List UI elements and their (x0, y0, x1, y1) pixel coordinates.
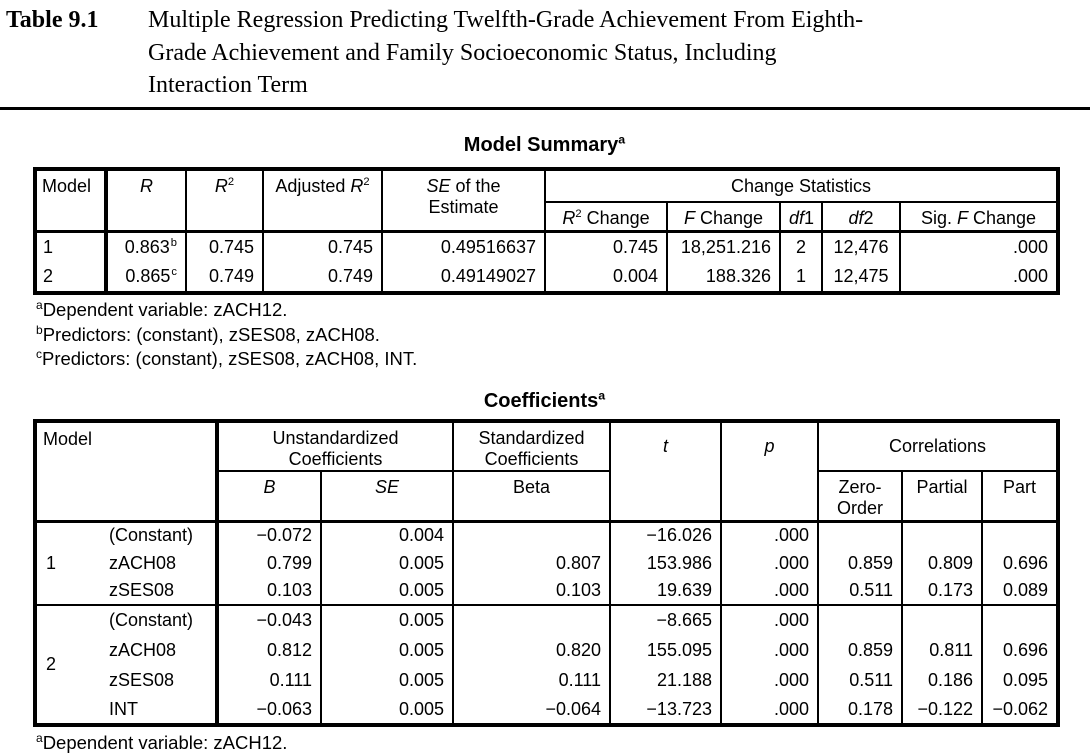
cell-f-change: 18,251.216 (667, 231, 780, 262)
col-part: Part (982, 471, 1058, 521)
cell-zero-order: 0.511 (818, 577, 902, 605)
cell-partial: 0.186 (902, 665, 982, 695)
cell-variable: zSES08 (100, 665, 217, 695)
table-heading (6, 4, 1086, 102)
model-summary-caption-sup: a (618, 132, 626, 147)
table-row (35, 635, 1058, 665)
cell-r-squared: 0.749 (186, 262, 263, 293)
cell-t: −13.723 (610, 695, 721, 725)
col-se-estimate: SE of the Estimate (382, 169, 545, 231)
col-correlations: Correlations (818, 421, 1058, 471)
col-b: B (217, 471, 321, 521)
cell-zero-order: 0.178 (818, 695, 902, 725)
cell-b: 0.111 (217, 665, 321, 695)
table-row (35, 231, 1058, 262)
model-summary-caption (33, 134, 1056, 157)
cell-se-estimate: 0.49149027 (382, 262, 545, 293)
cell-variable: zACH08 (100, 635, 217, 665)
horizontal-rule (0, 107, 1090, 110)
col-r-squared: $R^2$ (186, 169, 263, 231)
cell-se: 0.005 (321, 695, 453, 725)
footnote-b: $^b$Predictors: (constant), zSES08, zACH08. (36, 322, 380, 345)
coefficients-table (33, 419, 1060, 727)
footnote-c: $^c$Predictors: (constant), zSES08, zACH08, INT. (36, 346, 418, 369)
cell-variable: zACH08 (100, 549, 217, 577)
cell-model-number: 1 (35, 521, 100, 605)
cell-df1: 1 (780, 262, 822, 293)
col-model: Model (35, 421, 217, 521)
coefficients-caption-sup: a (598, 388, 606, 403)
cell-t: 21.188 (610, 665, 721, 695)
col-beta: Beta (453, 471, 610, 521)
model-summary-footnotes (36, 298, 417, 372)
model-summary-caption-text: Model Summary (463, 134, 619, 156)
cell-partial (902, 605, 982, 635)
cell-b: −0.072 (217, 521, 321, 549)
table-row (35, 695, 1058, 725)
cell-se: 0.005 (321, 549, 453, 577)
table-row (35, 549, 1058, 577)
cell-zero-order: 0.859 (818, 549, 902, 577)
col-df1: df1 (780, 202, 822, 231)
cell-beta: −0.064 (453, 695, 610, 725)
table-row (35, 262, 1058, 293)
cell-beta: 0.111 (453, 665, 610, 695)
cell-b: 0.103 (217, 577, 321, 605)
coefficients-caption-text: Coefficients (483, 390, 599, 412)
cell-part: 0.095 (982, 665, 1058, 695)
cell-b: 0.812 (217, 635, 321, 665)
cell-adjusted-r-squared: 0.749 (263, 262, 382, 293)
cell-t: 155.095 (610, 635, 721, 665)
cell-partial (902, 521, 982, 549)
col-adjusted-r-squared: Adjusted $R^2$ (263, 169, 382, 231)
cell-b: 0.799 (217, 549, 321, 577)
col-model: Model (35, 169, 106, 231)
cell-part: 0.696 (982, 549, 1058, 577)
cell-r-squared-change: 0.004 (545, 262, 667, 293)
col-partial: Partial (902, 471, 982, 521)
cell-df2: 12,475 (822, 262, 900, 293)
cell-se: 0.005 (321, 665, 453, 695)
cell-t: −16.026 (610, 521, 721, 549)
cell-beta: 0.807 (453, 549, 610, 577)
cell-beta (453, 605, 610, 635)
cell-p: .000 (721, 521, 818, 549)
cell-part: 0.696 (982, 635, 1058, 665)
col-p: p (721, 421, 818, 521)
col-standardized-coefficients: Standardized Coefficients (453, 421, 610, 471)
table-header-row (35, 169, 1058, 202)
cell-se: 0.005 (321, 577, 453, 605)
cell-variable: INT (100, 695, 217, 725)
col-f-change: F Change (667, 202, 780, 231)
cell-variable: zSES08 (100, 577, 217, 605)
footnote-a: $^a$Dependent variable: zACH12. (36, 297, 288, 320)
cell-se: 0.004 (321, 521, 453, 549)
table-row (35, 577, 1058, 605)
cell-zero-order: 0.859 (818, 635, 902, 665)
cell-partial: 0.811 (902, 635, 982, 665)
cell-b: −0.063 (217, 695, 321, 725)
cell-se-estimate: 0.49516637 (382, 231, 545, 262)
cell-partial: 0.173 (902, 577, 982, 605)
cell-t: −8.665 (610, 605, 721, 635)
col-change-statistics: Change Statistics (545, 169, 1058, 202)
cell-sig-f-change: .000 (900, 231, 1058, 262)
cell-p: .000 (721, 695, 818, 725)
model-summary-table (33, 167, 1060, 295)
cell-p: .000 (721, 577, 818, 605)
cell-p: .000 (721, 635, 818, 665)
cell-beta: 0.820 (453, 635, 610, 665)
cell-r: 0.865$^c$ (106, 262, 186, 293)
table-number-label: Table 9.1 (6, 7, 99, 33)
cell-model-number: 2 (35, 605, 100, 725)
col-se: SE (321, 471, 453, 521)
cell-zero-order: 0.511 (818, 665, 902, 695)
col-unstandardized-coefficients: Unstandardized Coefficients (217, 421, 453, 471)
table-row (35, 605, 1058, 635)
cell-part (982, 521, 1058, 549)
cell-part (982, 605, 1058, 635)
cell-partial: −0.122 (902, 695, 982, 725)
cell-beta (453, 521, 610, 549)
cell-part: 0.089 (982, 577, 1058, 605)
table-row (35, 665, 1058, 695)
col-df2: df2 (822, 202, 900, 231)
cell-adjusted-r-squared: 0.745 (263, 231, 382, 262)
cell-t: 19.639 (610, 577, 721, 605)
col-r-squared-change: $R^2$ Change (545, 202, 667, 231)
cell-se: 0.005 (321, 635, 453, 665)
cell-r-squared: 0.745 (186, 231, 263, 262)
table-title-line2: Grade Achievement and Family Socioeconomic Status, Including (148, 39, 777, 66)
cell-zero-order (818, 521, 902, 549)
coefficients-footnote: $^a$Dependent variable: zACH12. (36, 730, 288, 753)
coefficients-caption (33, 390, 1056, 413)
table-title-line3: Interaction Term (148, 72, 308, 98)
table-title-line1: Multiple Regression Predicting Twelfth-Grade Achievement From Eighth- (148, 7, 864, 33)
cell-t: 153.986 (610, 549, 721, 577)
cell-df2: 12,476 (822, 231, 900, 262)
cell-sig-f-change: .000 (900, 262, 1058, 293)
table-header-row (35, 421, 1058, 471)
col-sig-f-change: Sig. F Change (900, 202, 1058, 231)
cell-p: .000 (721, 665, 818, 695)
col-r: R (106, 169, 186, 231)
cell-model: 2 (35, 262, 106, 293)
cell-df1: 2 (780, 231, 822, 262)
cell-zero-order (818, 605, 902, 635)
cell-partial: 0.809 (902, 549, 982, 577)
cell-b: −0.043 (217, 605, 321, 635)
cell-p: .000 (721, 605, 818, 635)
cell-p: .000 (721, 549, 818, 577)
table-row (35, 521, 1058, 549)
cell-beta: 0.103 (453, 577, 610, 605)
cell-r-squared-change: 0.745 (545, 231, 667, 262)
cell-r: 0.863$^b$ (106, 231, 186, 262)
cell-se: 0.005 (321, 605, 453, 635)
col-t: t (610, 421, 721, 521)
table-title-text (148, 4, 1086, 102)
cell-f-change: 188.326 (667, 262, 780, 293)
col-zero-order: Zero- Order (818, 471, 902, 521)
cell-model: 1 (35, 231, 106, 262)
cell-variable: (Constant) (100, 605, 217, 635)
cell-variable: (Constant) (100, 521, 217, 549)
cell-part: −0.062 (982, 695, 1058, 725)
